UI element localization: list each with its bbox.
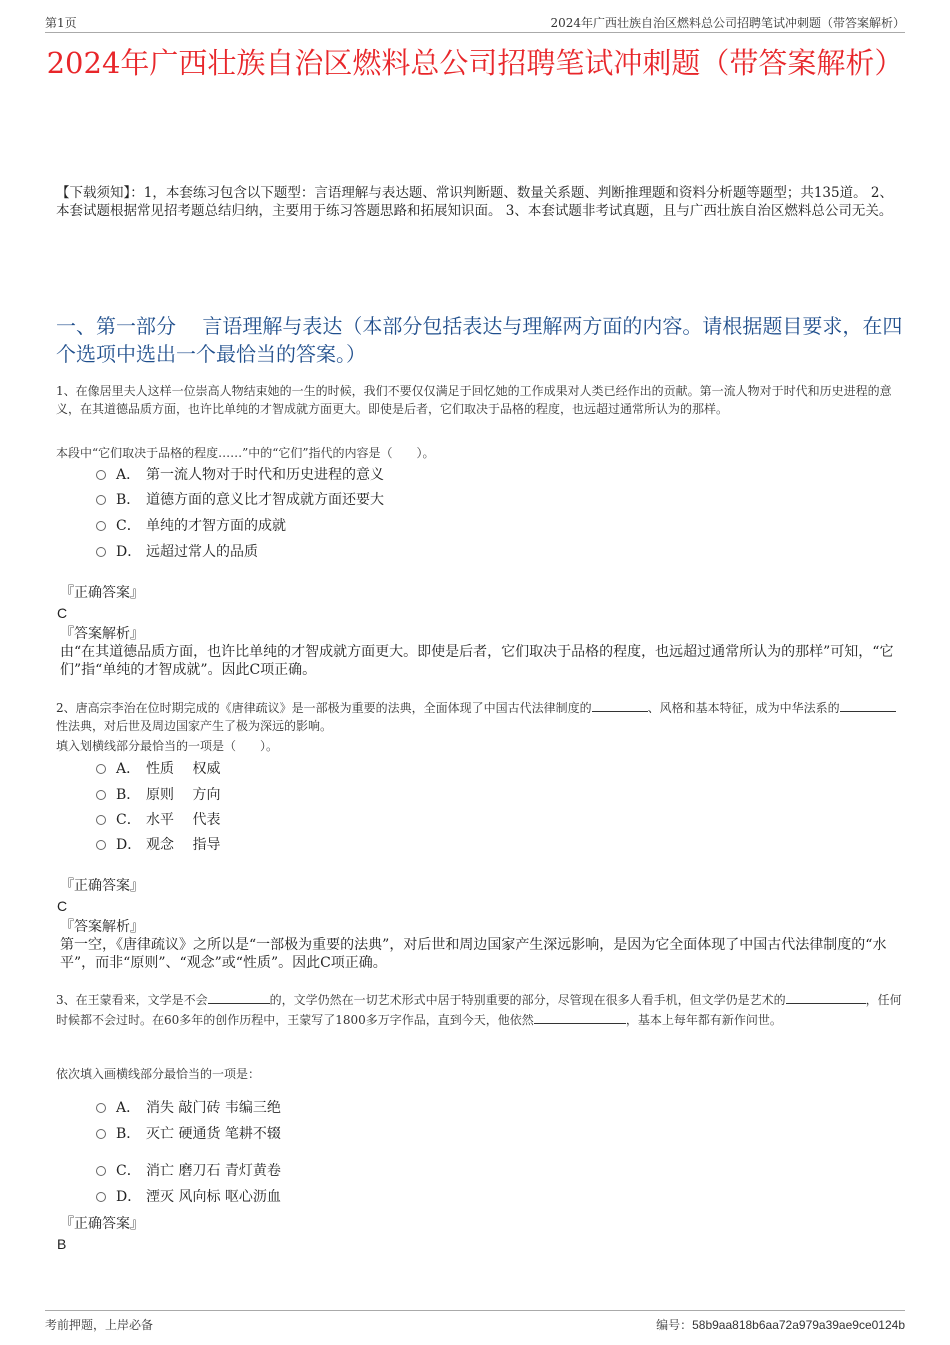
question-1-analysis: 由“在其道德品质方面，也许比单纯的才智成就方面更大。即使是后者，它们取决于品格的程度，也远超过通常所认为的那样”可知，“它们”指“单纯的才智成就”。因此C项正确。 xyxy=(60,644,894,678)
question-3-answer: B xyxy=(57,1236,67,1252)
fill-blank xyxy=(786,990,866,1004)
page-footer xyxy=(45,1310,905,1335)
question-1-prompt: 本段中“它们取决于品格的程度……”中的“它们”指代的内容是（ ）。 xyxy=(56,446,435,460)
radio-icon[interactable] xyxy=(96,840,106,850)
question-2-option-b[interactable]: B． 原则 方向 xyxy=(96,786,220,804)
radio-icon[interactable] xyxy=(96,521,106,531)
question-2-option-a[interactable]: A． 性质 权威 xyxy=(96,760,220,778)
question-2-option-d[interactable]: D． 观念 指导 xyxy=(96,836,220,854)
question-1-option-b[interactable]: B． 道德方面的意义比才智成就方面还要大 xyxy=(96,491,384,509)
question-1-answer: C xyxy=(57,605,68,621)
question-3-stem: 3、在王蒙看来，文学是不会 的，文学仍然在一切艺术形式中居于特别重要的部分，尽管现在很多人看手机，但文学仍是艺术的 ，任何时候都不会过时。在60多年的创作历程中，王蒙写了1800多万字作品，直到今天，他依然 ，基本上每年都有新作问世。 xyxy=(56,990,906,1030)
page-number: 第1页 xyxy=(45,16,77,30)
question-1-option-d[interactable]: D． 远超过常人的品质 xyxy=(96,543,258,561)
radio-icon[interactable] xyxy=(96,815,106,825)
footer-doc-id: 编号：58b9aa818b6aa72a979a39ae9ce0124b xyxy=(656,1318,905,1332)
analysis-heading: 『答案解析』 xyxy=(60,919,144,935)
radio-icon[interactable] xyxy=(96,1192,106,1202)
header-doc-title: 2024年广西壮族自治区燃料总公司招聘笔试冲刺题（带答案解析） xyxy=(550,16,905,30)
question-2-stem: 2、唐高宗李治在位时期完成的《唐律疏议》是一部极为重要的法典，全面体现了中国古代法律制度的 、风格和基本特征，成为中华法系的性法典，对后世及周边国家产生了极为深远的影响。 xyxy=(56,698,906,735)
question-3-prompt: 依次填入画横线部分最恰当的一项是： xyxy=(56,1067,261,1081)
radio-icon[interactable] xyxy=(96,764,106,774)
fill-blank xyxy=(208,990,270,1004)
question-2-prompt: 填入划横线部分最恰当的一项是（ ）。 xyxy=(56,739,279,753)
radio-icon[interactable] xyxy=(96,1166,106,1176)
question-2-option-c[interactable]: C． 水平 代表 xyxy=(96,811,220,829)
radio-icon[interactable] xyxy=(96,470,106,480)
question-3-option-a[interactable]: A． 消失 敲门砖 韦编三绝 xyxy=(96,1099,281,1117)
radio-icon[interactable] xyxy=(96,1129,106,1139)
download-notice: 【下载须知】：1，本套练习包含以下题型：言语理解与表达题、常识判断题、数量关系题、判断推理题和资料分析题等题型；共135道。 2、本套试题根据常见招考题总结归纳，主要用于练习答题思路和拓展知识面。 3、本套试题非考试真题，且与广西壮族自治区燃料总公司无关。 xyxy=(56,185,893,219)
question-3-option-c[interactable]: C． 消亡 磨刀石 青灯黄卷 xyxy=(96,1162,281,1180)
fill-blank xyxy=(592,698,648,712)
answer-heading: 『正确答案』 xyxy=(60,1216,144,1232)
page-header xyxy=(45,12,905,33)
question-1-option-c[interactable]: C． 单纯的才智方面的成就 xyxy=(96,517,286,535)
radio-icon[interactable] xyxy=(96,495,106,505)
radio-icon[interactable] xyxy=(96,547,106,557)
page-title: 2024年广西壮族自治区燃料总公司招聘笔试冲刺题（带答案解析） xyxy=(46,46,904,80)
section-heading: 一、第一部分 言语理解与表达（本部分包括表达与理解两方面的内容。请根据题目要求，在四个选项中选出一个最恰当的答案。） xyxy=(56,314,903,366)
question-1-option-a[interactable]: A． 第一流人物对于时代和历史进程的意义 xyxy=(96,466,384,484)
answer-heading: 『正确答案』 xyxy=(60,878,144,894)
question-3-option-d[interactable]: D． 湮灭 风向标 呕心沥血 xyxy=(96,1188,281,1206)
question-2-answer: C xyxy=(57,898,68,914)
fill-blank xyxy=(840,698,896,712)
question-3-option-b[interactable]: B． 灭亡 硬通货 笔耕不辍 xyxy=(96,1125,281,1143)
fill-blank xyxy=(534,1010,626,1024)
answer-heading: 『正确答案』 xyxy=(60,585,144,601)
footer-slogan: 考前押题，上岸必备 xyxy=(45,1318,154,1332)
question-1-stem: 1、在像居里夫人这样一位崇高人物结束她的一生的时候，我们不要仅仅满足于回忆她的工作成果对人类已经作出的贡献。第一流人物对于时代和历史进程的意义，在其道德品质方面，也许比单纯的才智成就方面更大。即使是后者，它们取决于品格的程度，也远超过通常所认为的那样。 xyxy=(56,384,892,416)
radio-icon[interactable] xyxy=(96,790,106,800)
question-2-analysis: 第一空，《唐律疏议》之所以是“一部极为重要的法典”，对后世和周边国家产生深远影响，是因为它全面体现了中国古代法律制度的“水平”，而非“原则”、“观念”或“性质”。因此C项正确。 xyxy=(60,937,887,971)
radio-icon[interactable] xyxy=(96,1103,106,1113)
analysis-heading: 『答案解析』 xyxy=(60,626,144,642)
